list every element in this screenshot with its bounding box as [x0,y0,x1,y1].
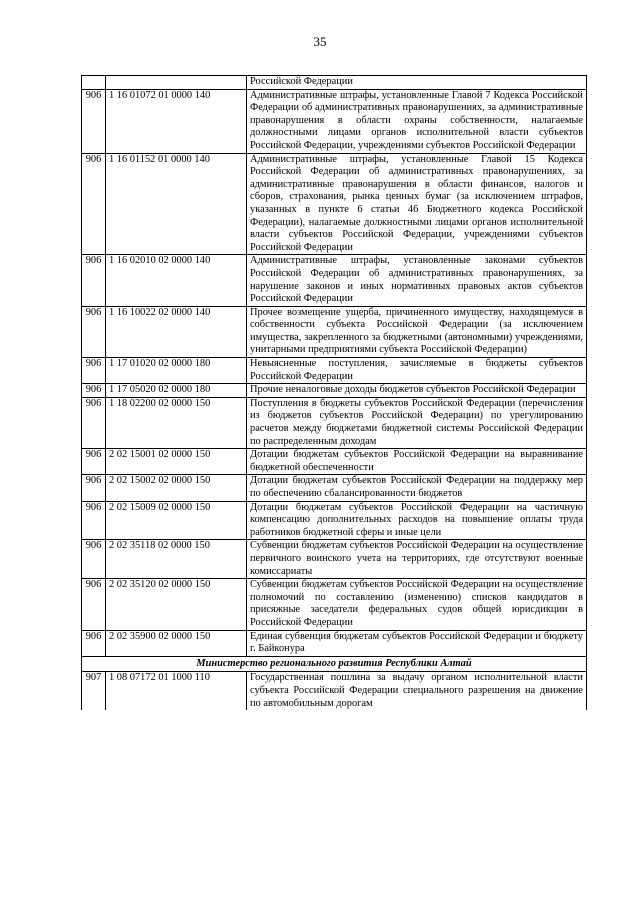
table-row [82,255,587,306]
table-row-continuation [82,76,587,90]
table-row [82,540,587,579]
table-row [82,384,587,398]
description-cell: Субвенции бюджетам субъектов Российской Федерации на осуществление первичного воинского учета на территориях, где отсутствуют военные комиссариаты [247,540,587,579]
admin-code-cell: 906 [82,475,106,501]
table-row [82,397,587,448]
table-row [82,449,587,475]
description-cell: Административные штрафы, установленные законами субъектов Российской Федерации об административных правонарушениях, за нарушение законов и иных нормативных правовых актов субъектов Российской Федерации [247,255,587,306]
table-body [82,76,587,711]
admin-code-cell: 906 [82,449,106,475]
budget-code-cell: 1 16 01072 01 0000 140 [106,89,247,153]
section-title: Министерство регионального развития Республики Алтай [82,656,587,672]
budget-code-cell: 2 02 35900 02 0000 150 [106,630,247,656]
table-row [82,501,587,540]
admin-code-cell [82,76,106,90]
description-cell: Невыясненные поступления, зачисляемые в бюджеты субъектов Российской Федерации [247,358,587,384]
budget-code-cell [106,76,247,90]
admin-code-cell: 907 [82,672,106,710]
description-cell: Поступления в бюджеты субъектов Российской Федерации (перечисления из бюджетов субъектов Российской Федерации) по урегулированию расчетов между бюджетами бюджетной системы Российской Федерации по распределенным доходам [247,397,587,448]
budget-code-cell: 2 02 15001 02 0000 150 [106,449,247,475]
description-cell: Единая субвенция бюджетам субъектов Российской Федерации и бюджету г. Байконура [247,630,587,656]
admin-code-cell: 906 [82,384,106,398]
table-row [82,579,587,630]
description-cell: Прочее возмещение ущерба, причиненного имуществу, находящемуся в собственности субъекта Российской Федерации (за исключением имущества, закрепленного за бюджетными (автономными) учреждениями, унитарными предприятиями субъекта Российской Федерации) [247,306,587,357]
table-row [82,630,587,656]
revenue-codes-table [81,75,587,710]
description-cell: Административные штрафы, установленные Главой 15 Кодекса Российской Федерации об административных правонарушениях, за административные правонарушения в области финансов, налогов и сборов, страхования, рынка ценных бумаг (за исключением штрафов, указанных в пункте 6 статьи 46 Бюджетного кодекса Российской Федерации), налагаемые должностными лицами органов исполнительной власти субъектов Российской Федерации, учреждениями субъектов Российской Федерации [247,153,587,255]
table-row [82,672,587,710]
table-row [82,153,587,255]
admin-code-cell: 906 [82,89,106,153]
budget-code-cell: 2 02 15002 02 0000 150 [106,475,247,501]
description-cell: Административные штрафы, установленные Главой 7 Кодекса Российской Федерации об административных правонарушениях, за административные правонарушения в области охраны собственности, налагаемые должностными лицами органов исполнительной власти субъектов Российской Федерации, учреждениями субъектов Российской Федерации [247,89,587,153]
budget-code-cell: 2 02 35120 02 0000 150 [106,579,247,630]
budget-code-cell: 1 17 01020 02 0000 180 [106,358,247,384]
budget-code-cell: 2 02 15009 02 0000 150 [106,501,247,540]
table-row [82,358,587,384]
budget-code-cell: 1 16 01152 01 0000 140 [106,153,247,255]
description-cell: Дотации бюджетам субъектов Российской Федерации на поддержку мер по обеспечению сбалансированности бюджетов [247,475,587,501]
admin-code-cell: 906 [82,540,106,579]
admin-code-cell: 906 [82,306,106,357]
table-row [82,475,587,501]
budget-code-cell: 1 16 10022 02 0000 140 [106,306,247,357]
description-cell: Субвенции бюджетам субъектов Российской Федерации на осуществление полномочий по составлению (изменению) списков кандидатов в присяжные заседатели федеральных судов общей юрисдикции в Российской Федерации [247,579,587,630]
admin-code-cell: 906 [82,501,106,540]
budget-code-cell: 1 18 02200 02 0000 150 [106,397,247,448]
budget-code-cell: 1 16 02010 02 0000 140 [106,255,247,306]
table-row [82,89,587,153]
description-cell: Дотации бюджетам субъектов Российской Федерации на частичную компенсацию дополнительных расходов на повышение оплаты труда работников бюджетной сферы и иные цели [247,501,587,540]
admin-code-cell: 906 [82,153,106,255]
admin-code-cell: 906 [82,255,106,306]
budget-code-cell: 1 08 07172 01 1000 110 [106,672,247,710]
description-cell: Государственная пошлина за выдачу органом исполнительной власти субъекта Российской Федерации специального разрешения на движение по автомобильным дорогам [247,672,587,710]
description-cell: Российской Федерации [247,76,587,90]
description-cell: Прочие неналоговые доходы бюджетов субъектов Российской Федерации [247,384,587,398]
table-row [82,306,587,357]
admin-code-cell: 906 [82,579,106,630]
admin-code-cell: 906 [82,397,106,448]
budget-code-cell: 1 17 05020 02 0000 180 [106,384,247,398]
admin-code-cell: 906 [82,358,106,384]
section-header-row [82,656,587,672]
description-cell: Дотации бюджетам субъектов Российской Федерации на выравнивание бюджетной обеспеченности [247,449,587,475]
page-number: 35 [313,34,327,49]
budget-code-cell: 2 02 35118 02 0000 150 [106,540,247,579]
admin-code-cell: 906 [82,630,106,656]
